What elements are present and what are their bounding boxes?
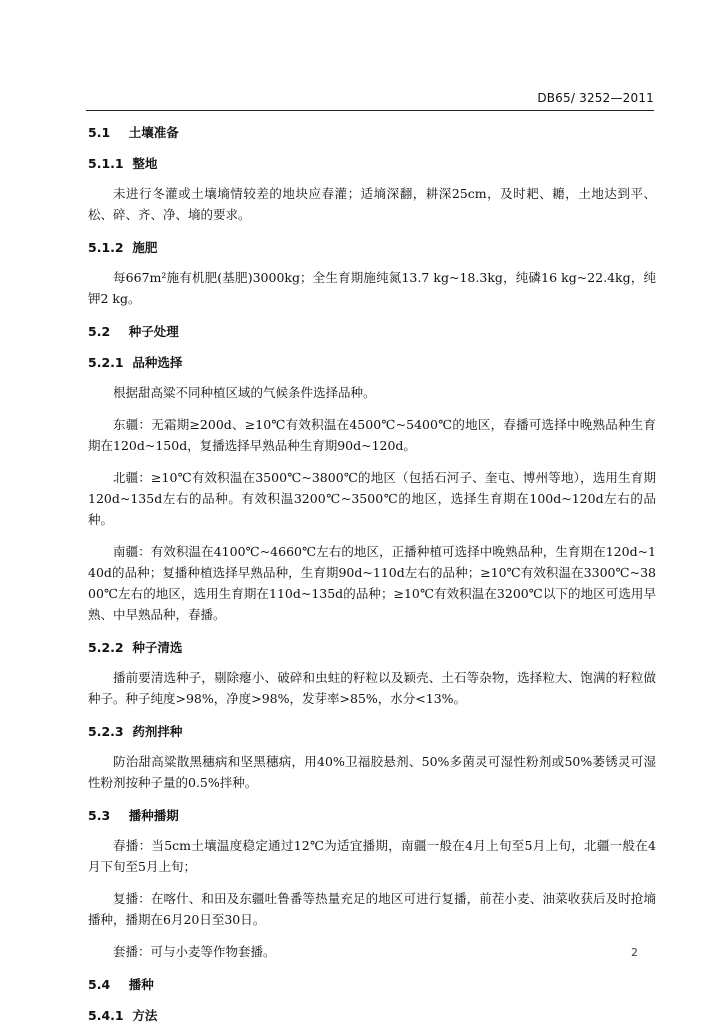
section-number: 5.2.1 (88, 355, 124, 370)
page-number: 2 (631, 946, 638, 959)
section-title: 种子处理 (128, 324, 179, 339)
body-paragraph: 北疆：≥10℃有效积温在3500℃~3800℃的地区（包括石河子、奎屯、博州等地），选用生育期120d~135d左右的品种。有效积温3200℃~3500℃的地区，选择生育期在100d~120d左右的品种。 (88, 470, 656, 527)
section-number: 5.1.1 (88, 156, 124, 171)
body-paragraph: 未进行冬灌或土壤墒情较差的地块应春灌；适墒深翻，耕深25cm，及时耙、耱，土地达到平、松、碎、齐、净、墒的要求。 (88, 186, 656, 222)
section-title: 种子清选 (132, 640, 183, 655)
section-title: 整地 (132, 156, 158, 171)
body-paragraph: 东疆：无霜期≥200d、≥10℃有效积温在4500℃~5400℃的地区，春播可选择中晚熟品种生育期在120d~150d，复播选择早熟品种生育期90d~120d。 (88, 417, 656, 453)
section-number: 5.1.2 (88, 240, 124, 255)
body-paragraph: 防治甜高粱散黑穗病和坚黑穗病，用40%卫福胶悬剂、50%多菌灵可湿性粉剂或50%萎锈灵可湿性粉剂按种子量的0.5%拌种。 (88, 754, 656, 790)
section-heading (88, 640, 656, 656)
section-heading (88, 324, 656, 340)
body-paragraph: 套播：可与小麦等作物套播。 (113, 944, 276, 959)
section-heading (88, 156, 656, 172)
body-paragraph: 南疆：有效积温在4100℃~4660℃左右的地区，正播种植可选择中晚熟品种，生育期在120d~140d的品种；复播种植选择早熟品种，生育期90d~110d左右的品种；≥10℃有效积温在3300℃~3800℃左右的地区，选用生育期在110d~135d的品种；≥10℃有效积温在3200℃以下的地区可选用早熟、中早熟品种，春播。 (88, 544, 656, 622)
section-title: 品种选择 (132, 355, 183, 370)
section-heading (88, 240, 656, 256)
body-paragraph: 春播：当5cm土壤温度稳定通过12℃为适宜播期，南疆一般在4月上旬至5月上旬，北疆一般在4月下旬至5月上旬； (88, 838, 656, 874)
section-title: 土壤准备 (128, 125, 179, 140)
header-rule (86, 110, 654, 111)
section-title: 播种 (128, 977, 154, 992)
document-code: DB65/ 3252—2011 (537, 91, 654, 105)
section-number: 5.2.3 (88, 724, 124, 739)
section-number: 5.1 (88, 125, 111, 140)
section-heading (88, 808, 656, 824)
section-title: 施肥 (132, 240, 158, 255)
body-paragraph: 每667m²施有机肥(基肥)3000kg；全生育期施纯氮13.7 kg~18.3kg，纯磷16 kg~22.4kg，纯钾2 kg。 (88, 270, 656, 306)
section-number: 5.3 (88, 808, 111, 823)
section-heading (88, 1008, 656, 1024)
section-number: 5.4.1 (88, 1008, 124, 1023)
section-title: 播种播期 (128, 808, 179, 823)
section-heading (88, 724, 656, 740)
section-number: 5.2.2 (88, 640, 124, 655)
section-heading (88, 125, 656, 141)
body-paragraph: 根据甜高粱不同种植区域的气候条件选择品种。 (113, 385, 376, 400)
body-paragraph: 复播：在喀什、和田及东疆吐鲁番等热量充足的地区可进行复播，前茬小麦、油菜收获后及时抢墒播种，播期在6月20日至30日。 (88, 891, 656, 927)
section-title: 方法 (132, 1008, 158, 1023)
section-heading (88, 355, 656, 371)
section-heading (88, 977, 656, 993)
document-body (88, 113, 656, 1024)
section-number: 5.4 (88, 977, 111, 992)
section-number: 5.2 (88, 324, 111, 339)
body-paragraph: 播前要清选种子，剔除瘪小、破碎和虫蛀的籽粒以及颖壳、土石等杂物，选择粒大、饱满的籽粒做种子。种子纯度>98%，净度>98%，发芽率>85%，水分<13%。 (88, 670, 656, 706)
section-title: 药剂拌种 (132, 724, 183, 739)
